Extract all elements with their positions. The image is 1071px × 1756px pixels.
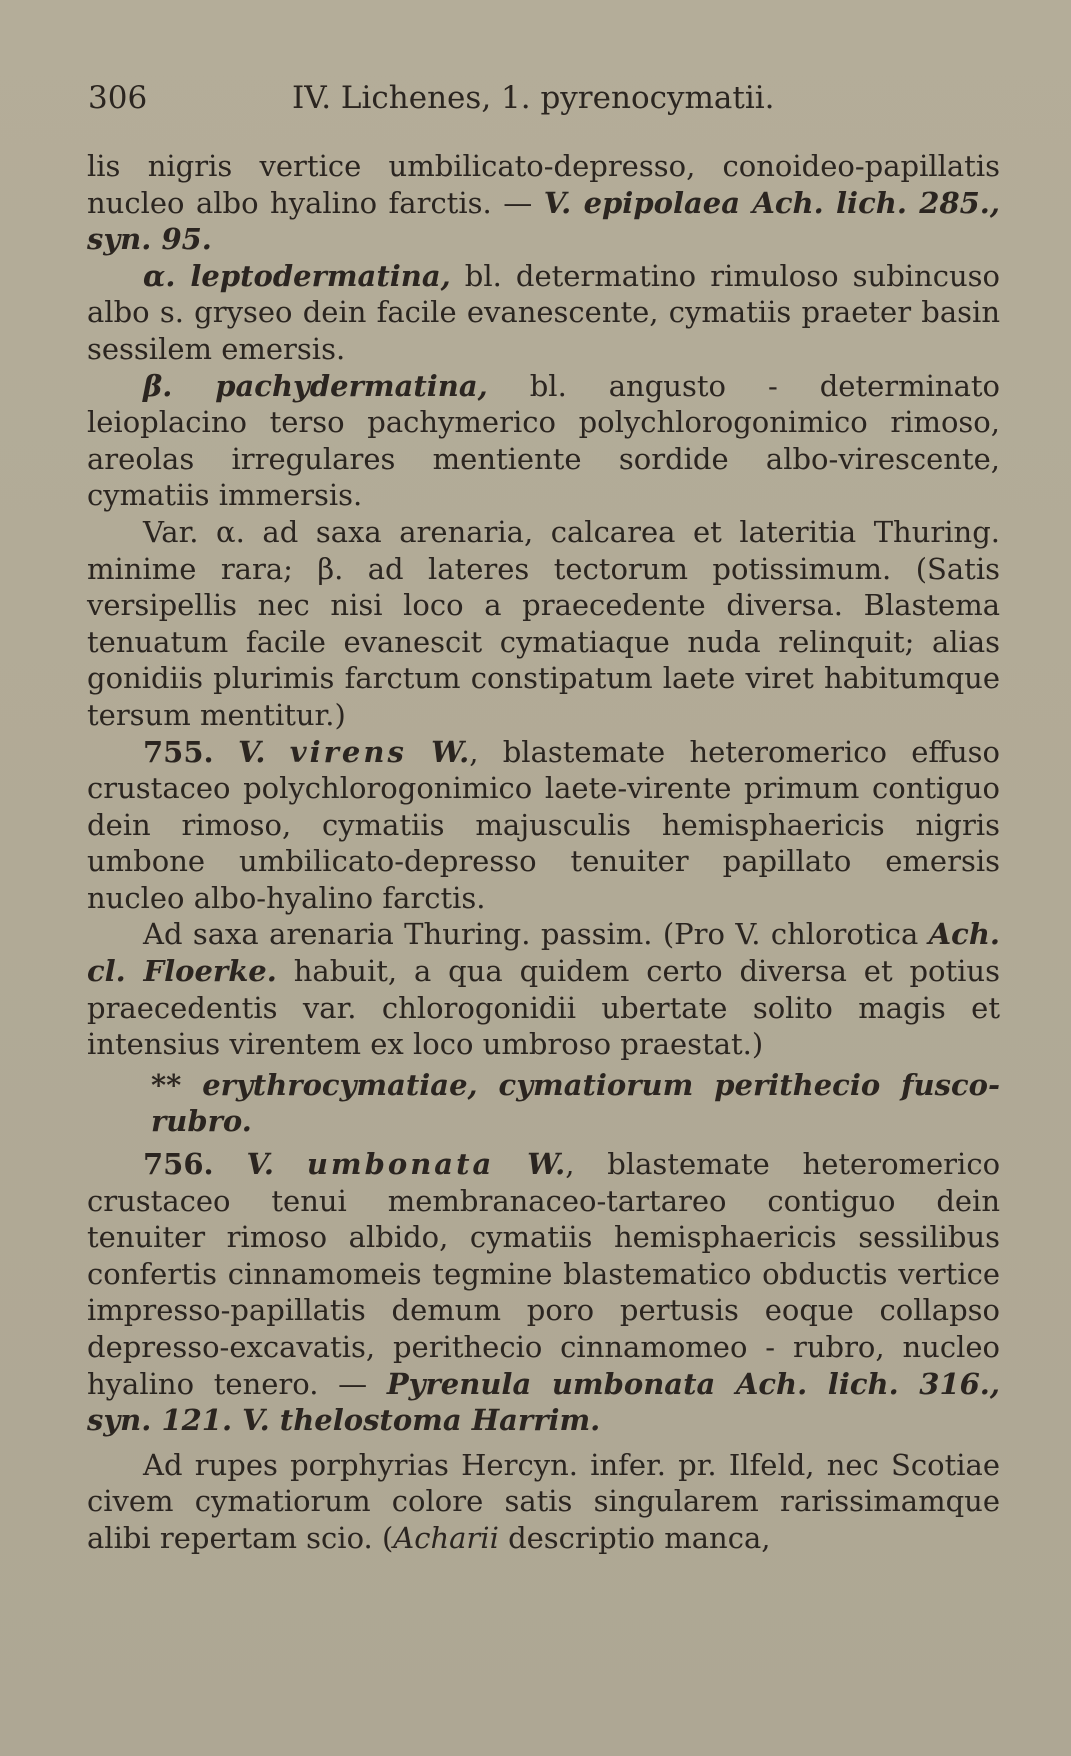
- habitat-note: [87, 916, 1000, 1062]
- habitat-text: Var. α. ad saxa arenaria, calcarea et lateritia Thuring. minime rara; β. ad lateres tectorum potissimum. (Satis versipellis nec nisi loco a praecedente diversa. Blastema tenuatum facile evanescit cymatiaque nuda relinquit; alias gonidiis plurimis farctum constipatum laete viret habitumque tersum mentitur.): [87, 514, 1000, 732]
- genus-abbrev: V.: [246, 1147, 274, 1182]
- author-abbrev: W.: [527, 1147, 566, 1182]
- habitat-note: [87, 514, 1000, 734]
- variety-description: bl. angusto - determinato leioplacino terso pachymerico polychlorogonimico rimoso, areolas irregulares mentiente sordide albo-virescente, cymatiis immersis.: [87, 368, 1000, 513]
- reference: V. epipolaea Ach. lich. 285., syn. 95.: [87, 185, 1000, 257]
- running-header: [88, 76, 1008, 120]
- variety-label: β. pachydermatina,: [143, 368, 488, 403]
- page-number: 306: [88, 80, 148, 116]
- paragraph: [87, 148, 1000, 258]
- reference: Ach. cl. Floerke.: [87, 917, 1000, 989]
- entry-number: 755.: [143, 734, 214, 769]
- species-name: umbonata: [306, 1147, 495, 1182]
- variety-alpha: [87, 258, 1000, 368]
- species-entry-755: [87, 734, 1000, 917]
- reference: Acharii: [393, 1520, 499, 1555]
- habitat-text: Ad rupes porphyrias Hercyn. infer. pr. Ilfeld, nec Scotiae civem cymatiorum colore satis singularem rarissimamque alibi repertam scio. (: [87, 1447, 1000, 1555]
- section-heading: ** erythrocymatiae, cymatiorum perithecio fusco-rubro.: [151, 1067, 1000, 1139]
- habitat-text: habuit, a qua quidem certo diversa et potius praecedentis var. chlorogonidii ubertate solito magis et intensius virentem ex loco umbroso praestat.): [87, 954, 1000, 1062]
- paragraph-text: lis nigris vertice umbilicato-depresso, conoideo-papillatis nucleo albo hyalino farctis. —: [87, 149, 1000, 220]
- text-body: [87, 148, 1000, 1557]
- author-abbrev: W.: [431, 734, 470, 769]
- reference: Pyrenula umbonata Ach. lich. 316., syn. 121. V. thelostoma Harrim.: [87, 1366, 1000, 1438]
- species-description: , blastemate heteromerico crustaceo tenui membranaceo-tartareo contiguo dein tenuiter rimoso albido, cymatiis hemisphaericis sessilibus confertis cinnamomeis tegmine blastematico obductis vertice impresso-papillatis demum poro pertusis eoque collapso depresso-excavatis, perithecio cinnamomeo - rubro, nucleo hyalino tenero. —: [87, 1147, 1001, 1401]
- species-description: , blastemate heteromerico effuso crustaceo polychlorogonimico laete-virente primum contiguo dein rimoso, cymatiis majusculis hemisphaericis nigris umbone umbilicato-depresso tenuiter papillato emersis nucleo albo-hyalino farctis.: [87, 734, 1001, 915]
- species-name: virens: [289, 734, 407, 769]
- variety-description: bl. determatino rimuloso subincuso albo s. gryseo dein facile evanescente, cymatiis praeter basin sessilem emersis.: [87, 258, 1000, 366]
- entry-number: 756.: [143, 1147, 214, 1182]
- habitat-text: Ad saxa arenaria Thuring. passim. (Pro V. chlorotica: [143, 917, 929, 952]
- variety-label: α. leptodermatina,: [143, 258, 451, 293]
- genus-abbrev: V.: [237, 734, 266, 769]
- variety-beta: [87, 368, 1000, 514]
- running-title: IV. Lichenes, 1. pyrenocymatii.: [292, 80, 775, 116]
- habitat-note: [87, 1447, 1000, 1557]
- species-entry-756: [87, 1146, 1000, 1439]
- habitat-text: descriptio manca,: [498, 1520, 771, 1555]
